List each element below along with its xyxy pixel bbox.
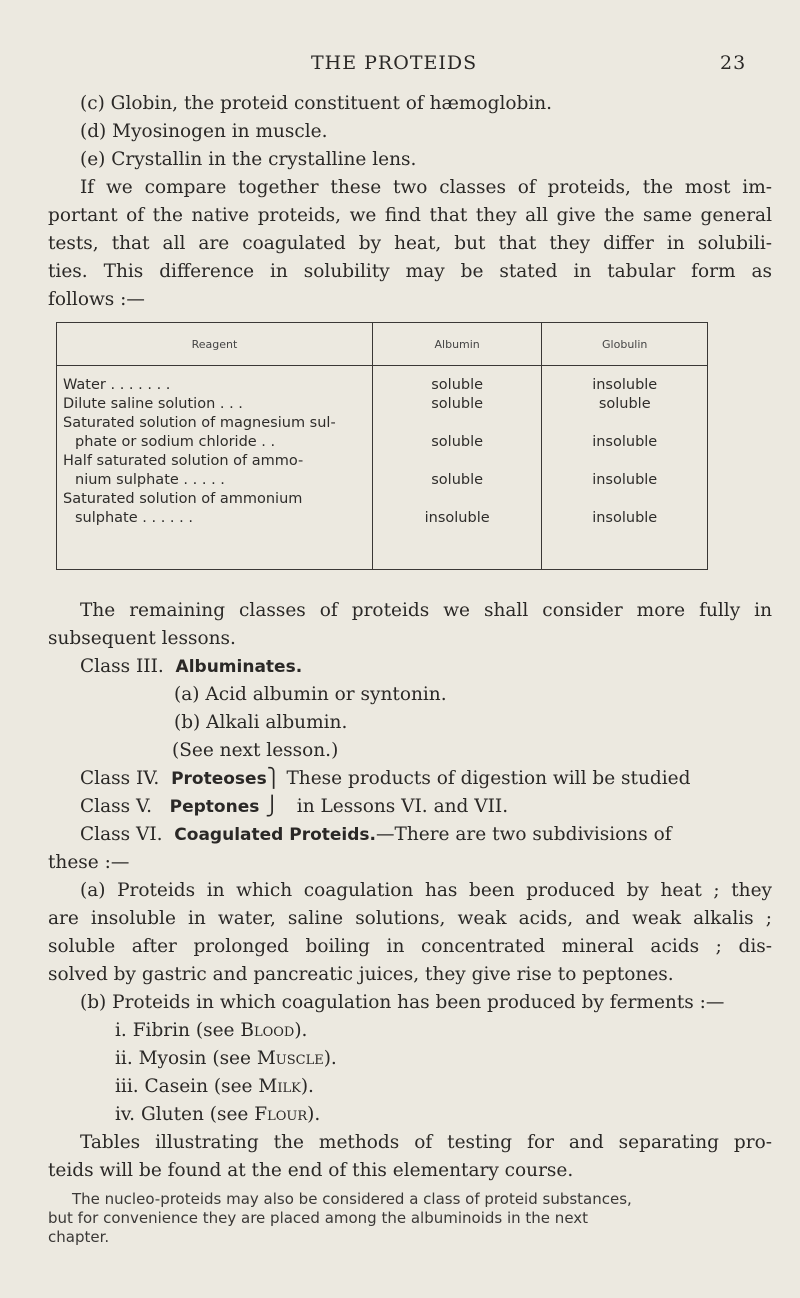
class6-text: —There are two subdivisions of [376,824,672,845]
col-header-albumin: Albumin [372,323,542,366]
footnote-line: The nucleo-proteids may also be considered a class of proteid substances, [72,1190,632,1208]
ferment-num: i. [115,1020,127,1041]
globulin-column [542,366,708,570]
para3-line: teids will be found at the end of this elementary course. [48,1160,574,1181]
list-item-d: (d) Myosinogen in muscle. [80,121,328,142]
list-item-c: (c) Globin, the proteid constituent of hæmoglobin. [80,93,553,114]
ferment-name: Gluten [140,1104,204,1125]
class5-name: Peptones [169,797,260,817]
globulin-cell: soluble [598,396,651,412]
class3-label: Class III. [80,656,164,677]
ferment-num: ii. [115,1048,133,1069]
sub-a-line: soluble after prolonged boiling in concentrated mineral acids ; dis- [48,936,772,957]
ferment-item: i. Fibrin (see Blood). [115,1020,308,1041]
para1-line: follows :— [48,289,145,310]
col-header-globulin: Globulin [542,323,708,366]
albumin-cell: soluble [431,472,484,488]
class5-label: Class V. [80,796,152,817]
reagent-cell: Saturated solution of ammonium [63,491,303,507]
para1-line: portant of the native proteids, we find that they all give the same general [48,205,772,226]
reagent-cell: Saturated solution of magnesium sul- [63,415,336,431]
class3-note: (See next lesson.) [172,740,339,761]
globulin-cell: insoluble [592,510,658,526]
class4-label: Class IV. [80,768,160,789]
ferment-ref: Milk [258,1076,301,1097]
solubility-table [56,322,708,570]
footnote-line: but for convenience they are placed among the albuminoids in the next [48,1209,589,1227]
albumin-cell: insoluble [424,510,490,526]
class6-name: Coagulated Proteids. [174,825,376,845]
reagent-cell: phate or sodium chloride . . [75,434,276,450]
table-body [57,366,708,570]
para2-line: subsequent lessons. [48,628,236,649]
class4-line [80,765,772,793]
class3-item: (a) Acid albumin or syntonin. [174,684,447,705]
sub-b-line: (b) Proteids in which coagulation has been produced by ferments :— [80,992,725,1013]
ferment-num: iv. [115,1104,136,1125]
para1-line: tests, that all are coagulated by heat, but that they differ in solubili- [48,233,772,254]
list-item-e: (e) Crystallin in the crystalline lens. [80,149,417,170]
ferment-num: iii. [115,1076,139,1097]
sub-a-line: are insoluble in water, saline solutions, weak acids, and weak alkalis ; [48,908,772,929]
col-header-reagent: Reagent [57,323,373,366]
running-title: THE PROTEIDS [311,52,478,74]
ferment-item: ii. Myosin (see Muscle). [115,1048,337,1069]
class4-text: These products of digestion will be studied [286,768,691,789]
ferment-item: iii. Casein (see Milk). [115,1076,314,1097]
albumin-cell: soluble [431,396,484,412]
reagent-cell: Water . . . . . . . [63,377,171,393]
brace-icon: ⎭ [265,796,280,817]
class5-text: in Lessons VI. and VII. [296,796,509,817]
class4-name: Proteoses [171,769,267,789]
ferment-name: Casein [144,1076,208,1097]
ferment-ref: Muscle [256,1048,324,1069]
reagent-column [57,366,373,570]
para1-line: If we compare together these two classes of proteids, the most im- [80,177,772,198]
class6-label: Class VI. [80,824,163,845]
sub-a-line: solved by gastric and pancreatic juices, they give rise to peptones. [48,964,674,985]
page-number: 23 [720,52,747,74]
albumin-cell: soluble [431,434,484,450]
table-header-row [57,323,708,366]
reagent-cell: Dilute saline solution . . . [63,396,243,412]
albumin-cell: soluble [431,377,484,393]
running-header [0,52,800,82]
class5-line [80,793,772,821]
class6-cont: these :— [48,852,130,873]
ferment-name: Fibrin [132,1020,190,1041]
sub-a-line: (a) Proteids in which coagulation has been produced by heat ; they [80,880,772,901]
globulin-cell: insoluble [592,434,658,450]
class3-line [80,653,772,681]
globulin-cell: insoluble [592,472,658,488]
ferment-ref: Flour [254,1104,308,1125]
para1-line: ties. This difference in solubility may be stated in tabular form as [48,261,772,282]
para2-line: The remaining classes of proteids we shall consider more fully in [80,600,772,621]
reagent-cell: nium sulphate . . . . . [75,472,225,488]
ferment-name: Myosin [138,1048,207,1069]
ferment-item: iv. Gluten (see Flour). [115,1104,321,1125]
albumin-column [372,366,542,570]
ferment-ref: Blood [240,1020,295,1041]
class3-name: Albuminates. [175,657,303,677]
para3-line: Tables illustrating the methods of testing for and separating pro- [80,1132,772,1153]
brace-icon: ⎫ [266,768,281,789]
reagent-cell: Half saturated solution of ammo- [63,453,304,469]
class3-item: (b) Alkali albumin. [174,712,348,733]
footnote-line: chapter. [48,1228,110,1246]
globulin-cell: insoluble [592,377,658,393]
reagent-cell: sulphate . . . . . . [75,510,193,526]
class6-line [80,821,772,849]
